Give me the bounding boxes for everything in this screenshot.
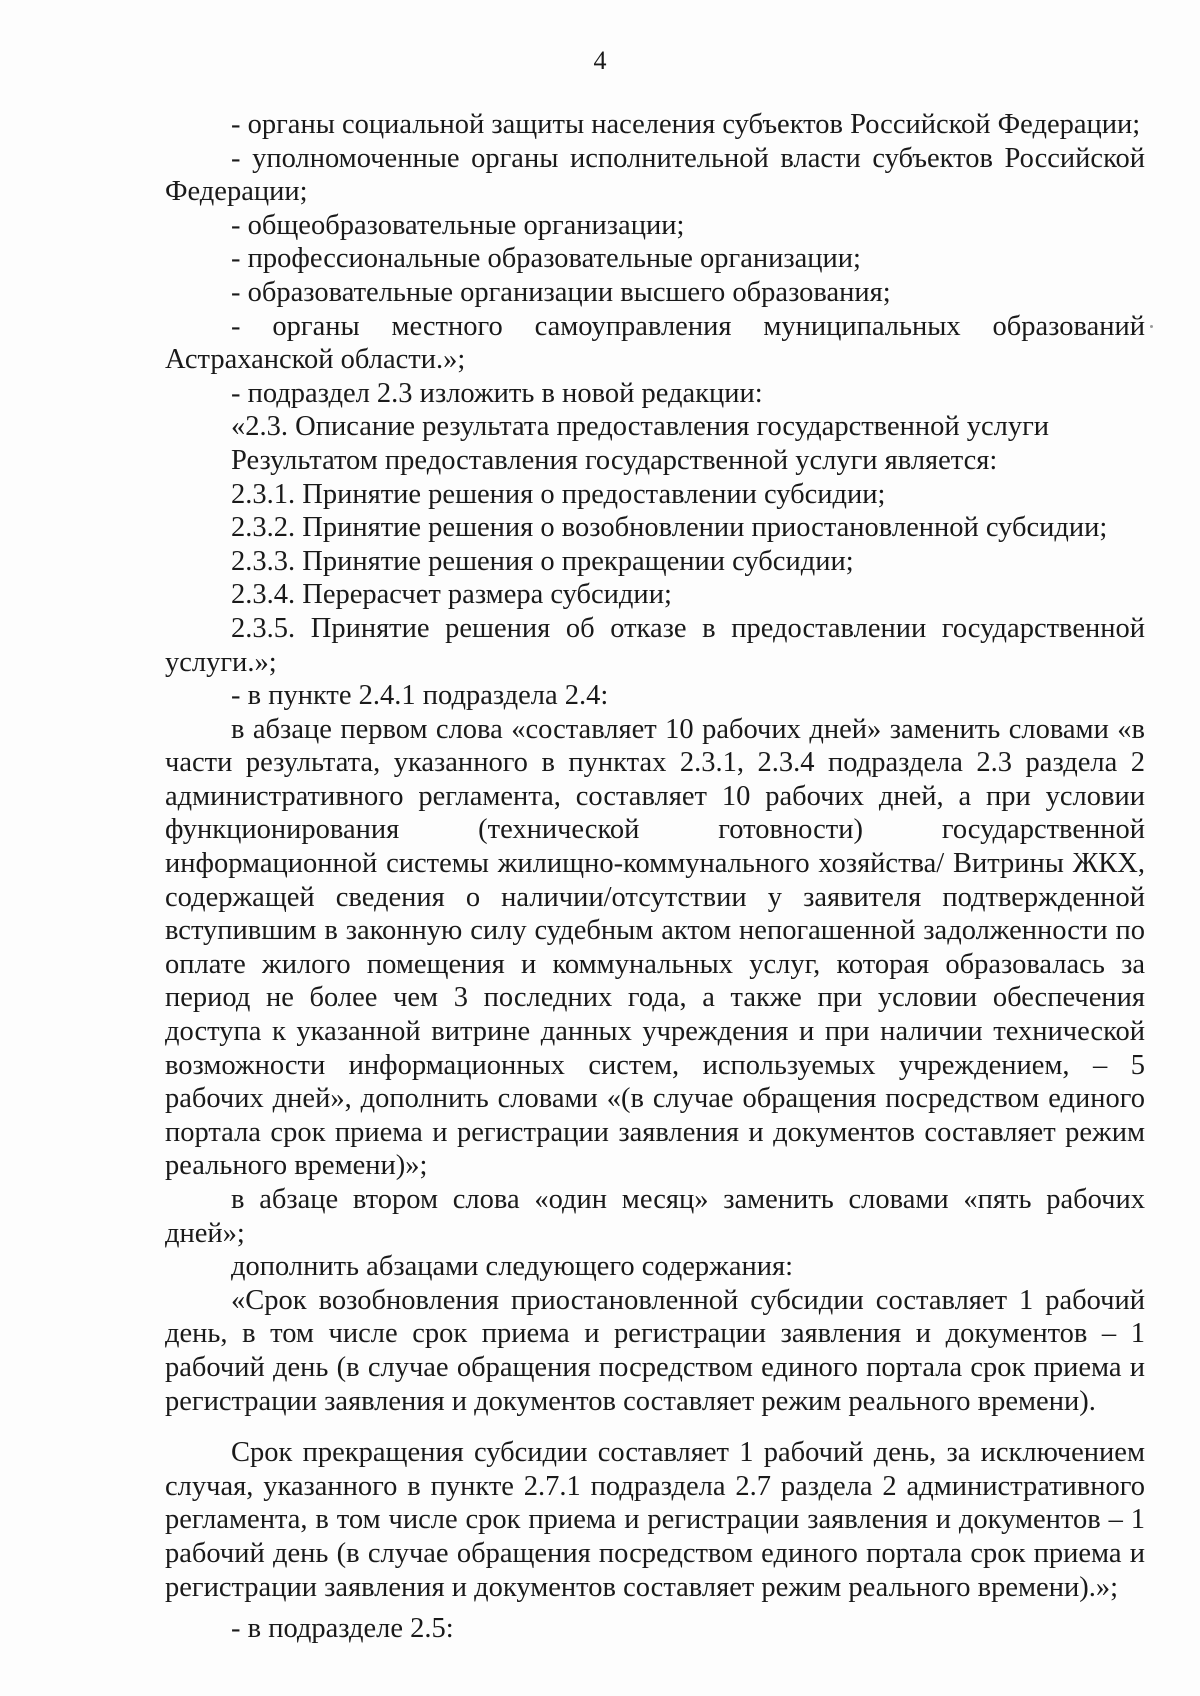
paragraph: 2.3.5. Принятие решения об отказе в предоставлении государственной услуги.»; xyxy=(165,612,1145,678)
paragraph: - в пункте 2.4.1 подраздела 2.4: xyxy=(231,680,609,712)
paragraph: - профессиональные образовательные организации; xyxy=(231,243,861,275)
page-number: 4 xyxy=(593,46,607,75)
paragraph: в абзаце первом слова «составляет 10 рабочих дней» заменить словами «в части результата, указанного в пунктах 2.3.1, 2.3.4 подраздела 2.3 раздела 2 административного регламента, составляет 10 рабочих дней, а при условии функционирования (технической готовности) государственной информационной системы жилищно-коммунального хозяйства/ Витрины ЖКХ, содержащей сведения о наличии/отсутствии у заявителя подтвержденной вступившим в законную силу судебным актом непогашенной задолженности по оплате жилого помещения и коммунальных услуг, которая образовалась за период не более чем 3 последних года, а также при условии обеспечения доступа к указанной витрине данных учреждения и при наличии технической возможности информационных систем, используемых учреждением, – 5 рабочих дней», дополнить словами «(в случае обращения посредством единого портала срок приема и регистрации заявления и документов составляет режим реального времени)»; xyxy=(165,713,1145,1182)
paragraph: Результатом предоставления государственной услуги является: xyxy=(231,444,998,476)
paragraph: - общеобразовательные организации; xyxy=(231,209,685,241)
paragraph: в абзаце втором слова «один месяц» заменить словами «пять рабочих дней»; xyxy=(165,1184,1145,1249)
paragraph: - подраздел 2.3 изложить в новой редакции: xyxy=(231,377,763,409)
paragraph: 2.3.2. Принятие решения о возобновлении приостановленной субсидии; xyxy=(231,512,1108,544)
paragraph: 2.3.3. Принятие решения о прекращении субсидии; xyxy=(231,545,854,577)
scan-speck xyxy=(1150,325,1153,328)
document-body xyxy=(165,108,1145,1646)
paragraph: - органы местного самоуправления муниципальных образований Астраханской области.»; xyxy=(165,310,1145,376)
paragraph: - в подразделе 2.5: xyxy=(231,1613,454,1645)
paragraph: - образовательные организации высшего образования; xyxy=(231,276,891,308)
paragraph: Срок прекращения субсидии составляет 1 рабочий день, за исключением случая, указанного в пункте 2.7.1 подраздела 2.7 раздела 2 административного регламента, в том числе срок приема и регистрации заявления и документов – 1 рабочий день (в случае обращения посредством единого портала срок приема и регистрации заявления и документов составляет режим реального времени).»; xyxy=(165,1437,1145,1603)
paragraph: - уполномоченные органы исполнительной власти субъектов Российской Федерации; xyxy=(165,142,1145,208)
paragraph: 2.3.1. Принятие решения о предоставлении субсидии; xyxy=(231,478,886,510)
paragraph: дополнить абзацами следующего содержания: xyxy=(231,1251,794,1283)
paragraph: - органы социальной защиты населения субъектов Российской Федерации; xyxy=(231,109,1141,140)
paragraph: «Срок возобновления приостановленной субсидии составляет 1 рабочий день, в том числе срок приема и регистрации заявления и документов – 1 рабочий день (в случае обращения посредством единого портала срок приема и регистрации заявления и документов составляет режим реального времени). xyxy=(165,1284,1145,1417)
paragraph: 2.3.4. Перерасчет размера субсидии; xyxy=(231,579,672,611)
paragraph: «2.3. Описание результата предоставления государственной услуги xyxy=(231,411,1050,443)
